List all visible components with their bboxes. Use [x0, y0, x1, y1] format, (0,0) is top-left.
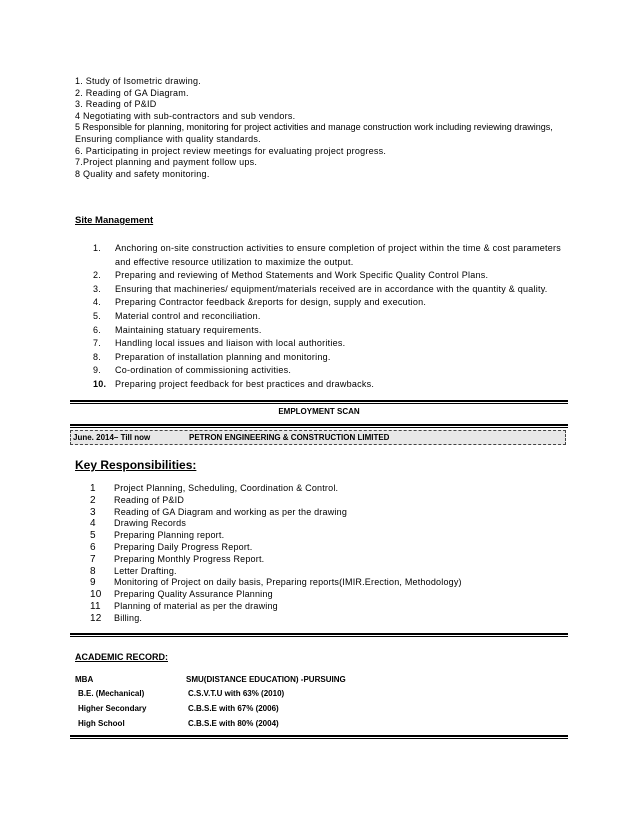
list-item: 8 Quality and safety monitoring.: [75, 168, 210, 179]
divider: [70, 633, 568, 635]
list-number: 1.: [93, 243, 102, 253]
list-item: 1. Study of Isometric drawing.: [75, 76, 202, 86]
list-text: Preparing Monthly Progress Report.: [114, 553, 265, 564]
list-text: Preparation of installation planning and monitoring.: [115, 351, 331, 362]
list-item: [93, 310, 573, 324]
list-number: 11: [90, 600, 101, 612]
list-item: [93, 283, 573, 297]
list-text: Preparing and reviewing of Method Statements and Work Specific Quality Control Plans.: [115, 270, 489, 281]
list-number: 7.: [93, 338, 102, 349]
list-text: Letter Drafting.: [114, 565, 177, 576]
list-item: [90, 507, 550, 519]
list-number: 4.: [93, 297, 102, 308]
list-number: 3: [90, 506, 96, 518]
academic-level: Higher Secondary: [78, 704, 147, 713]
list-text: Project Planning, Scheduling, Coordination & Control.: [114, 483, 339, 493]
list-text: Ensuring that machineries/ equipment/materials received are in accordance with the quantity & quality.: [115, 283, 548, 294]
list-number: 6: [90, 541, 96, 553]
list-item: 5 Responsible for planning, monitoring for project activities and manage construction work including reviewing drawings,: [75, 122, 553, 133]
employment-period: June. 2014– Till now: [73, 433, 151, 442]
academic-detail: C.S.V.T.U with 63% (2010): [188, 689, 285, 698]
list-number: 12: [90, 612, 102, 624]
list-text: Reading of P&ID: [114, 494, 185, 505]
divider: [70, 735, 568, 737]
divider: [70, 403, 568, 404]
academic-detail: SMU(DISTANCE EDUCATION) -PURSUING: [186, 675, 346, 684]
list-item: [93, 296, 573, 310]
academic-level: B.E. (Mechanical): [78, 689, 145, 698]
list-number: 8: [90, 565, 96, 577]
site-management-list: [93, 242, 573, 392]
list-item: [90, 613, 550, 625]
divider: [70, 636, 568, 637]
list-text: Preparing Quality Assurance Planning: [114, 589, 273, 600]
list-text: Reading of GA Diagram and working as per the drawing: [114, 506, 348, 517]
list-item: 6. Participating in project review meetings for evaluating project progress.: [75, 145, 387, 156]
list-item: [90, 601, 550, 613]
list-item: [93, 337, 573, 351]
academic-detail: C.B.S.E with 67% (2006): [188, 704, 279, 713]
list-item: [90, 518, 550, 530]
list-item: [90, 495, 550, 507]
divider: [70, 738, 568, 739]
list-number: 5.: [93, 310, 102, 321]
list-number: 9: [90, 577, 96, 589]
list-text: Maintaining statuary requirements.: [115, 324, 262, 335]
list-number: 8.: [93, 351, 102, 362]
key-responsibilities-list: [90, 483, 550, 625]
employment-bar: [70, 430, 566, 445]
list-item: 3. Reading of P&ID: [75, 99, 157, 110]
list-number: 10: [90, 589, 102, 601]
list-text: Preparing Contractor feedback &reports for design, supply and execution.: [115, 297, 427, 308]
list-item: 7.Project planning and payment follow ups.: [75, 157, 258, 168]
list-text: Material control and reconciliation.: [115, 310, 261, 321]
intro-list: [75, 76, 595, 180]
list-item: [93, 242, 573, 269]
list-text: Billing.: [114, 612, 143, 623]
list-text: Drawing Records: [114, 518, 187, 529]
academic-level: MBA: [75, 675, 94, 684]
list-item: 4 Negotiating with sub-contractors and sub vendors.: [75, 110, 296, 121]
list-item: [93, 351, 573, 365]
list-text: Handling local issues and liaison with local authorities.: [115, 338, 346, 349]
list-item: Ensuring compliance with quality standards.: [75, 133, 261, 144]
list-number: 7: [90, 553, 96, 565]
academic-detail: C.B.S.E with 80% (2004): [188, 719, 279, 728]
list-text: Preparing Planning report.: [114, 530, 225, 541]
employment-company: PETRON ENGINEERING & CONSTRUCTION LIMITED: [189, 433, 390, 442]
site-management-heading: Site Management: [75, 215, 154, 226]
list-text: Preparing Daily Progress Report.: [114, 541, 253, 552]
list-text: Monitoring of Project on daily basis, Preparing reports(IMIR.Erection, Methodology): [114, 577, 462, 588]
list-number: 9.: [93, 365, 102, 376]
divider: [70, 427, 568, 428]
list-item: [90, 530, 550, 542]
list-item: [90, 566, 550, 578]
list-number: 2.: [93, 270, 102, 281]
list-text: Preparing project feedback for best practices and drawbacks.: [115, 378, 375, 389]
key-responsibilities-heading: Key Responsibilities:: [75, 458, 197, 472]
divider: [70, 424, 568, 426]
list-item: [93, 324, 573, 338]
list-number: 2: [90, 494, 96, 506]
list-number: 1: [90, 483, 96, 494]
list-number: 6.: [93, 324, 102, 335]
list-number: 3.: [93, 283, 102, 294]
list-number: 5: [90, 530, 96, 542]
divider: [70, 400, 568, 402]
list-number: 4: [90, 518, 96, 530]
list-item: [90, 542, 550, 554]
list-item: [90, 577, 550, 589]
list-item: [93, 364, 573, 378]
list-item: 2. Reading of GA Diagram.: [75, 87, 189, 98]
list-text: Planning of material as per the drawing: [114, 600, 278, 611]
employment-heading: EMPLOYMENT SCAN: [278, 407, 360, 416]
list-text: Anchoring on-site construction activities to ensure completion of project within the time & cost parameters and effective resource utilization to maximize the output.: [115, 243, 561, 267]
list-item: [90, 483, 550, 495]
list-number: 10.: [93, 378, 107, 389]
academic-heading: ACADEMIC RECORD:: [75, 652, 168, 662]
academic-level: High School: [78, 719, 125, 728]
list-item: [93, 378, 573, 392]
list-item: [90, 554, 550, 566]
list-item: [93, 269, 573, 283]
list-item: [90, 589, 550, 601]
list-text: Co-ordination of commissioning activities.: [115, 365, 292, 376]
